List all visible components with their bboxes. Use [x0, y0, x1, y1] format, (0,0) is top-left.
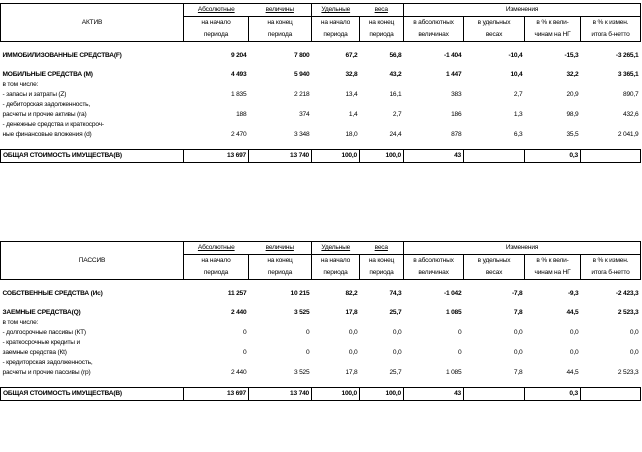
cell: 13 697	[184, 388, 249, 401]
cell	[581, 150, 641, 163]
table-row	[1, 328, 641, 338]
liab-h-col2a: на конец	[249, 255, 312, 268]
cell: 0	[243, 349, 247, 356]
asset-h-col1a: на начало	[184, 17, 249, 30]
cell: 0,3	[525, 388, 581, 401]
liab-title: ПАССИВ	[1, 242, 184, 280]
asset-h-col5b: величинах	[404, 29, 464, 42]
spacer	[1, 61, 641, 70]
cell: 25,7	[389, 309, 402, 316]
row-label: расчеты и прочие пассивы (rp)	[2, 369, 91, 376]
cell: 0	[243, 329, 247, 336]
cell: 0,0	[348, 329, 358, 336]
row-label: заемные средства (Кt)	[2, 349, 67, 356]
cell: 10,4	[510, 71, 523, 78]
cell: 0,0	[513, 329, 523, 336]
cell: 3 365,1	[617, 71, 639, 78]
row-label: расчеты и прочие активы (ra)	[2, 111, 87, 118]
subheading: в том числе:	[2, 81, 39, 88]
cell: 18,0	[345, 131, 358, 138]
spacer	[1, 378, 641, 388]
cell: 24,4	[389, 131, 402, 138]
cell: 374	[299, 111, 310, 118]
row-label-cont: - кредиторская задолженность,	[2, 359, 93, 366]
cell: 6,3	[513, 131, 523, 138]
cell: 0	[306, 349, 310, 356]
cell: -15,3	[564, 52, 579, 59]
cell: 44,5	[566, 309, 579, 316]
cell: 43	[404, 388, 464, 401]
total-row	[1, 150, 641, 163]
asset-h-col3a: на начало	[312, 17, 360, 30]
asset-abs-head-b: величины	[249, 4, 312, 17]
cell: 188	[236, 111, 247, 118]
cell: 43	[404, 150, 464, 163]
cell: 2,7	[513, 91, 523, 98]
liab-change-head: Изменения	[404, 242, 641, 255]
cell: 74,3	[389, 290, 402, 297]
row-label-cont: - денежные средства и краткосроч-	[2, 121, 104, 128]
row-label: ЗАЕМНЫЕ СРЕДСТВА(Q)	[2, 309, 81, 316]
asset-h-col3b: периода	[312, 29, 360, 42]
cell: -1 404	[444, 52, 462, 59]
table-row	[1, 308, 641, 318]
liab-h-col1b: периода	[184, 267, 249, 280]
liab-h-col6b: весах	[464, 267, 525, 280]
cell: -7,8	[511, 290, 523, 297]
cell: 32,8	[345, 71, 358, 78]
table-row	[1, 368, 641, 378]
cell: 100,0	[312, 150, 360, 163]
cell: 17,8	[345, 309, 358, 316]
cell: 44,5	[566, 369, 579, 376]
cell: 13 740	[249, 388, 312, 401]
liability-table	[0, 241, 641, 401]
cell: 1,4	[348, 111, 358, 118]
liab-abs-head-a: Абсолютные	[184, 242, 249, 255]
spacer	[1, 280, 641, 290]
cell: 35,5	[566, 131, 579, 138]
cell: 16,1	[389, 91, 402, 98]
cell	[464, 388, 525, 401]
liab-h-col3a: на начало	[312, 255, 360, 268]
cell: 82,2	[345, 290, 358, 297]
table-row	[1, 90, 641, 100]
table-row	[1, 289, 641, 299]
cell: 9 204	[230, 52, 247, 59]
cell: 3 348	[293, 131, 310, 138]
cell: 1 085	[445, 309, 462, 316]
cell: 2 470	[230, 131, 247, 138]
spacer	[1, 140, 641, 150]
asset-h-col2b: периода	[249, 29, 312, 42]
asset-title: АКТИВ	[1, 4, 184, 42]
liab-h-col7b: чинам на НГ	[525, 267, 581, 280]
asset-h-col8b: итога б-нетто	[581, 29, 641, 42]
total-label: ОБЩАЯ СТОИМОСТЬ ИМУЩЕСТВА(В)	[1, 150, 184, 163]
cell: 13 697	[184, 150, 249, 163]
cell: 2 218	[293, 91, 310, 98]
asset-h-col7b: чинам на НГ	[525, 29, 581, 42]
cell: 0,0	[392, 349, 402, 356]
cell: 3 525	[293, 309, 310, 316]
total-label: ОБЩАЯ СТОИМОСТЬ ИМУЩЕСТВА(В)	[1, 388, 184, 401]
cell: 186	[451, 111, 462, 118]
cell: 11 257	[227, 290, 247, 297]
liab-h-col4b: периода	[360, 267, 404, 280]
liab-h-col6a: в удельных	[464, 255, 525, 268]
liab-h-col5b: величинах	[404, 267, 464, 280]
spacer	[1, 299, 641, 308]
cell: 67,2	[345, 52, 358, 59]
cell: -10,4	[508, 52, 523, 59]
cell: 2 440	[230, 309, 247, 316]
row-label: МОБИЛЬНЫЕ СРЕДСТВА (М)	[2, 71, 93, 78]
cell: -1 042	[444, 290, 462, 297]
cell: 13 740	[249, 150, 312, 163]
cell: 7,8	[513, 369, 523, 376]
cell: 5 940	[293, 71, 310, 78]
liab-ud-head-b: веса	[360, 242, 404, 255]
cell: 1,3	[513, 111, 523, 118]
table-row	[1, 110, 641, 120]
row-label-cont: - дебиторская задолженность,	[2, 101, 91, 108]
cell: 32,2	[566, 71, 579, 78]
liab-ud-head-a: Удельные	[312, 242, 360, 255]
row-label: - запасы и затраты (Z)	[2, 91, 67, 98]
cell: 0,0	[392, 329, 402, 336]
cell: -3 265,1	[615, 52, 639, 59]
asset-change-head: Изменения	[404, 4, 641, 17]
cell: 1 835	[230, 91, 247, 98]
total-row	[1, 388, 641, 401]
asset-h-col8a: в % к измен.	[581, 17, 641, 30]
table-row	[1, 51, 641, 61]
asset-h-col4b: периода	[360, 29, 404, 42]
asset-h-col7a: в % к вели-	[525, 17, 581, 30]
cell: 890,7	[622, 91, 639, 98]
liab-h-col1a: на начало	[184, 255, 249, 268]
cell: 2,7	[392, 111, 402, 118]
cell: 3 525	[293, 369, 310, 376]
cell: 0	[306, 329, 310, 336]
cell: 100,0	[360, 388, 404, 401]
cell: 100,0	[312, 388, 360, 401]
row-label: - долгосрочные пассивы (КТ)	[2, 329, 86, 336]
cell: 0,0	[569, 349, 579, 356]
cell: 1 085	[445, 369, 462, 376]
asset-abs-head-a: Абсолютные	[184, 4, 249, 17]
liab-h-col5a: в абсолютных	[404, 255, 464, 268]
row-label: ные финансовые вложения (d)	[2, 131, 92, 138]
cell: 0,0	[513, 349, 523, 356]
cell	[464, 150, 525, 163]
cell: 56,8	[389, 52, 402, 59]
cell: 4 493	[230, 71, 247, 78]
cell: 2 523,3	[617, 369, 639, 376]
cell: 25,7	[389, 369, 402, 376]
cell: 878	[451, 131, 462, 138]
asset-h-col4a: на конец	[360, 17, 404, 30]
cell: 7 800	[293, 52, 310, 59]
cell: 383	[451, 91, 462, 98]
cell: 20,9	[566, 91, 579, 98]
asset-table	[0, 3, 641, 163]
liab-h-col8a: в % к измен.	[581, 255, 641, 268]
cell: 0,0	[629, 349, 639, 356]
liab-h-col8b: итога б-нетто	[581, 267, 641, 280]
cell: 17,8	[345, 369, 358, 376]
row-label: СОБСТВЕННЫЕ СРЕДСТВА (Ис)	[2, 290, 103, 297]
cell: 0,0	[629, 329, 639, 336]
cell: -2 423,3	[615, 290, 639, 297]
cell: 98,9	[566, 111, 579, 118]
cell: 0	[458, 349, 462, 356]
cell: 10 215	[290, 290, 310, 297]
row-label-cont: - краткосрочные кредиты и	[2, 339, 80, 346]
asset-h-col1b: периода	[184, 29, 249, 42]
asset-h-col2a: на конец	[249, 17, 312, 30]
table-row	[1, 130, 641, 140]
liab-h-col7a: в % к вели-	[525, 255, 581, 268]
liab-h-col3b: периода	[312, 267, 360, 280]
liab-h-col4a: на конец	[360, 255, 404, 268]
cell: 0,3	[525, 150, 581, 163]
table-row	[1, 70, 641, 80]
cell	[581, 388, 641, 401]
asset-ud-head-b: веса	[360, 4, 404, 17]
cell: 432,6	[622, 111, 639, 118]
cell: 13,4	[345, 91, 358, 98]
asset-h-col6a: в удельных	[464, 17, 525, 30]
cell: 2 523,3	[617, 309, 639, 316]
cell: -9,3	[567, 290, 579, 297]
table-row	[1, 348, 641, 358]
cell: 2 440	[230, 369, 247, 376]
cell: 0,0	[569, 329, 579, 336]
liab-h-col2b: периода	[249, 267, 312, 280]
cell: 7,8	[513, 309, 523, 316]
asset-ud-head-a: Удельные	[312, 4, 360, 17]
liab-abs-head-b: величины	[249, 242, 312, 255]
cell: 1 447	[445, 71, 462, 78]
row-label: ИММОБИЛИЗОВАННЫЕ СРЕДСТВА(F)	[2, 52, 122, 59]
cell: 0,0	[348, 349, 358, 356]
cell: 2 041,9	[617, 131, 639, 138]
cell: 100,0	[360, 150, 404, 163]
asset-h-col5a: в абсолютных	[404, 17, 464, 30]
cell: 43,2	[389, 71, 402, 78]
subheading: в том числе:	[2, 319, 39, 326]
asset-h-col6b: весах	[464, 29, 525, 42]
spacer	[1, 42, 641, 52]
cell: 0	[458, 329, 462, 336]
